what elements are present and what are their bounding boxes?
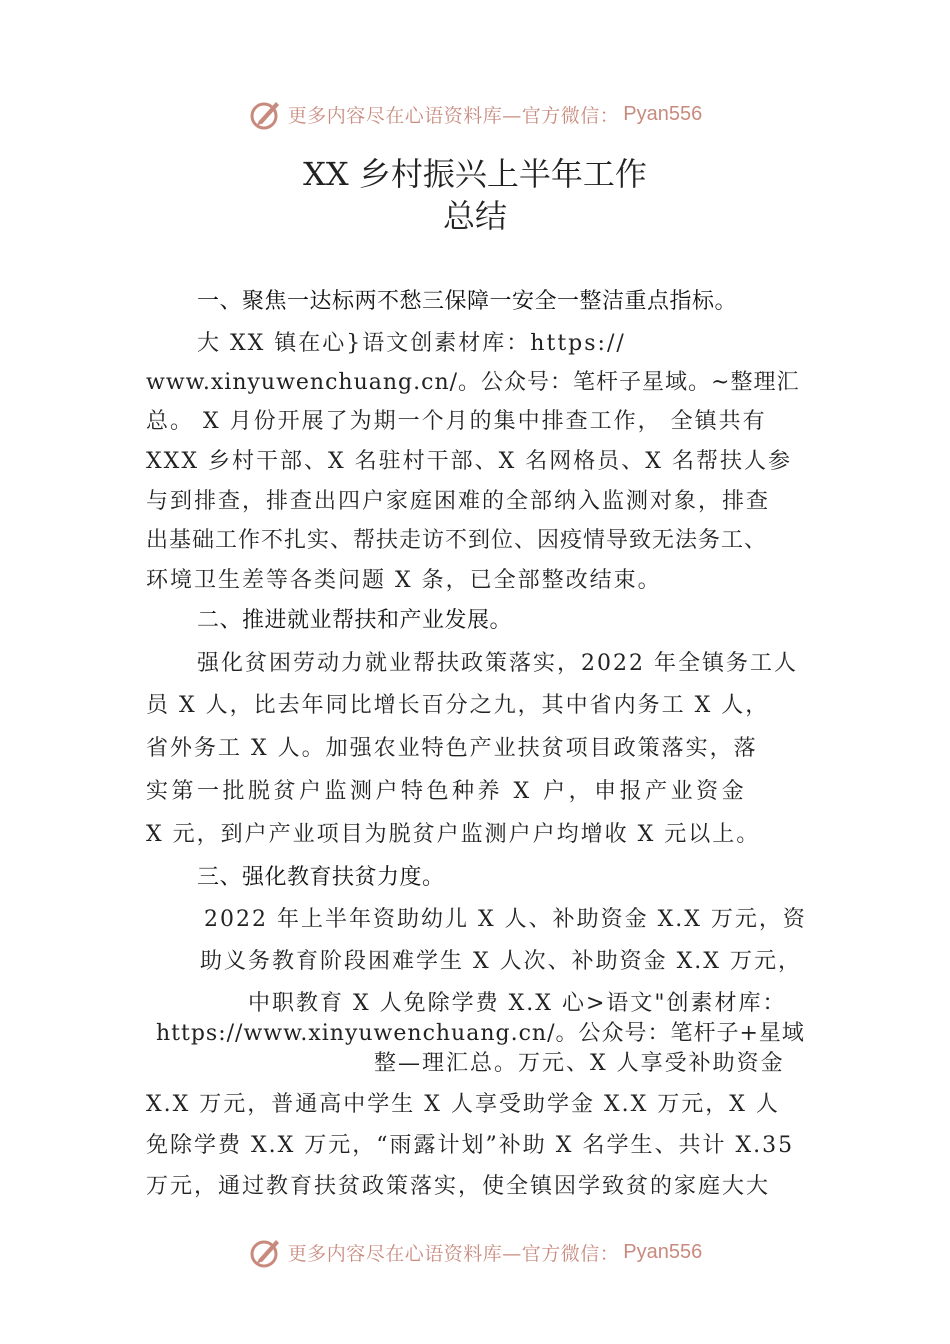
section1-line-3: 总。 X 月份开展了为期一个月的集中排查工作， 全镇共有 — [146, 409, 767, 434]
section1-line-4: XXX 乡村干部、X 名驻村干部、X 名网格员、X 名帮扶人参 — [146, 449, 792, 474]
section1-line-5: 与到排查，排查出四户家庭困难的全部纳入监测对象，排查 — [146, 489, 771, 514]
section2-line-1: 强化贫困劳动力就业帮扶政策落实，2022 年全镇务工人 — [197, 651, 798, 676]
footer-watermark-banner — [0, 1232, 950, 1272]
section2-line-3: 省外务工 X 人。加强农业特色产业扶贫项目政策落实，落 — [146, 736, 758, 761]
document-title-line2: 总结 — [442, 197, 507, 235]
section3-line-8: 万元，通过教育扶贫政策落实，使全镇因学致贫的家庭大大 — [146, 1174, 771, 1199]
quill-seal-logo-icon — [248, 96, 284, 132]
section1-line-7: 环境卫生差等各类问题 X 条，已全部整改结束。 — [146, 568, 662, 593]
section3-line-3: 中职教育 X 人免除学费 X.X 心>语文"创素材库： — [248, 991, 787, 1016]
banner-wechat-id: Pyan556 — [623, 102, 703, 125]
document-title-line1: XX 乡村振兴上半年工作 — [303, 155, 647, 193]
section2-line-5: X 元，到户产业项目为脱贫户监测户户均增收 X 元以上。 — [146, 822, 761, 847]
section3-line-7: 免除学费 X.X 万元，“雨露计划”补助 X 名学生、共计 X.35 — [146, 1133, 795, 1158]
section3-line-2: 助义务教育阶段困难学生 X 人次、补助资金 X.X 万元， — [200, 949, 802, 974]
section3-heading: 三、强化教育扶贫力度。 — [197, 865, 445, 890]
section3-line-5: 整—理汇总。万元、X 人享受补助资金 — [374, 1051, 785, 1076]
section2-heading: 二、推进就业帮扶和产业发展。 — [197, 608, 513, 633]
section1-line-1: 大 XX 镇在心}语文创素材库：https:// — [197, 331, 626, 356]
section1-line-6: 出基础工作不扎实、帮扶走访不到位、因疫情导致无法务工、 — [146, 528, 768, 553]
header-watermark-banner — [0, 94, 950, 134]
section2-line-4: 实第一批脱贫户监测户特色种养 X 户，申报产业资金 — [146, 779, 748, 804]
section1-heading: 一、聚焦一达标两不愁三保障一安全一整洁重点指标。 — [197, 289, 738, 314]
section3-line-1: 2022 年上半年资助幼儿 X 人、补助资金 X.X 万元，资 — [204, 907, 807, 932]
quill-seal-logo-icon — [248, 1234, 284, 1270]
section2-line-2: 员 X 人，比去年同比增长百分之九，其中省内务工 X 人， — [146, 693, 770, 718]
section3-line-6: X.X 万元，普通高中学生 X 人享受助学金 X.X 万元，X 人 — [146, 1092, 780, 1117]
banner-text: 更多内容尽在心语资料库—官方微信： — [287, 104, 620, 127]
section3-line-4: https://www.xinyuwenchuang.cn/。公众号：笔杆子+星域 — [156, 1021, 805, 1046]
banner-text: 更多内容尽在心语资料库—官方微信： — [287, 1242, 620, 1265]
section1-line-2: www.xinyuwenchuang.cn/。公众号：笔杆子星域。~整理汇 — [146, 370, 800, 395]
banner-wechat-id: Pyan556 — [623, 1240, 703, 1263]
